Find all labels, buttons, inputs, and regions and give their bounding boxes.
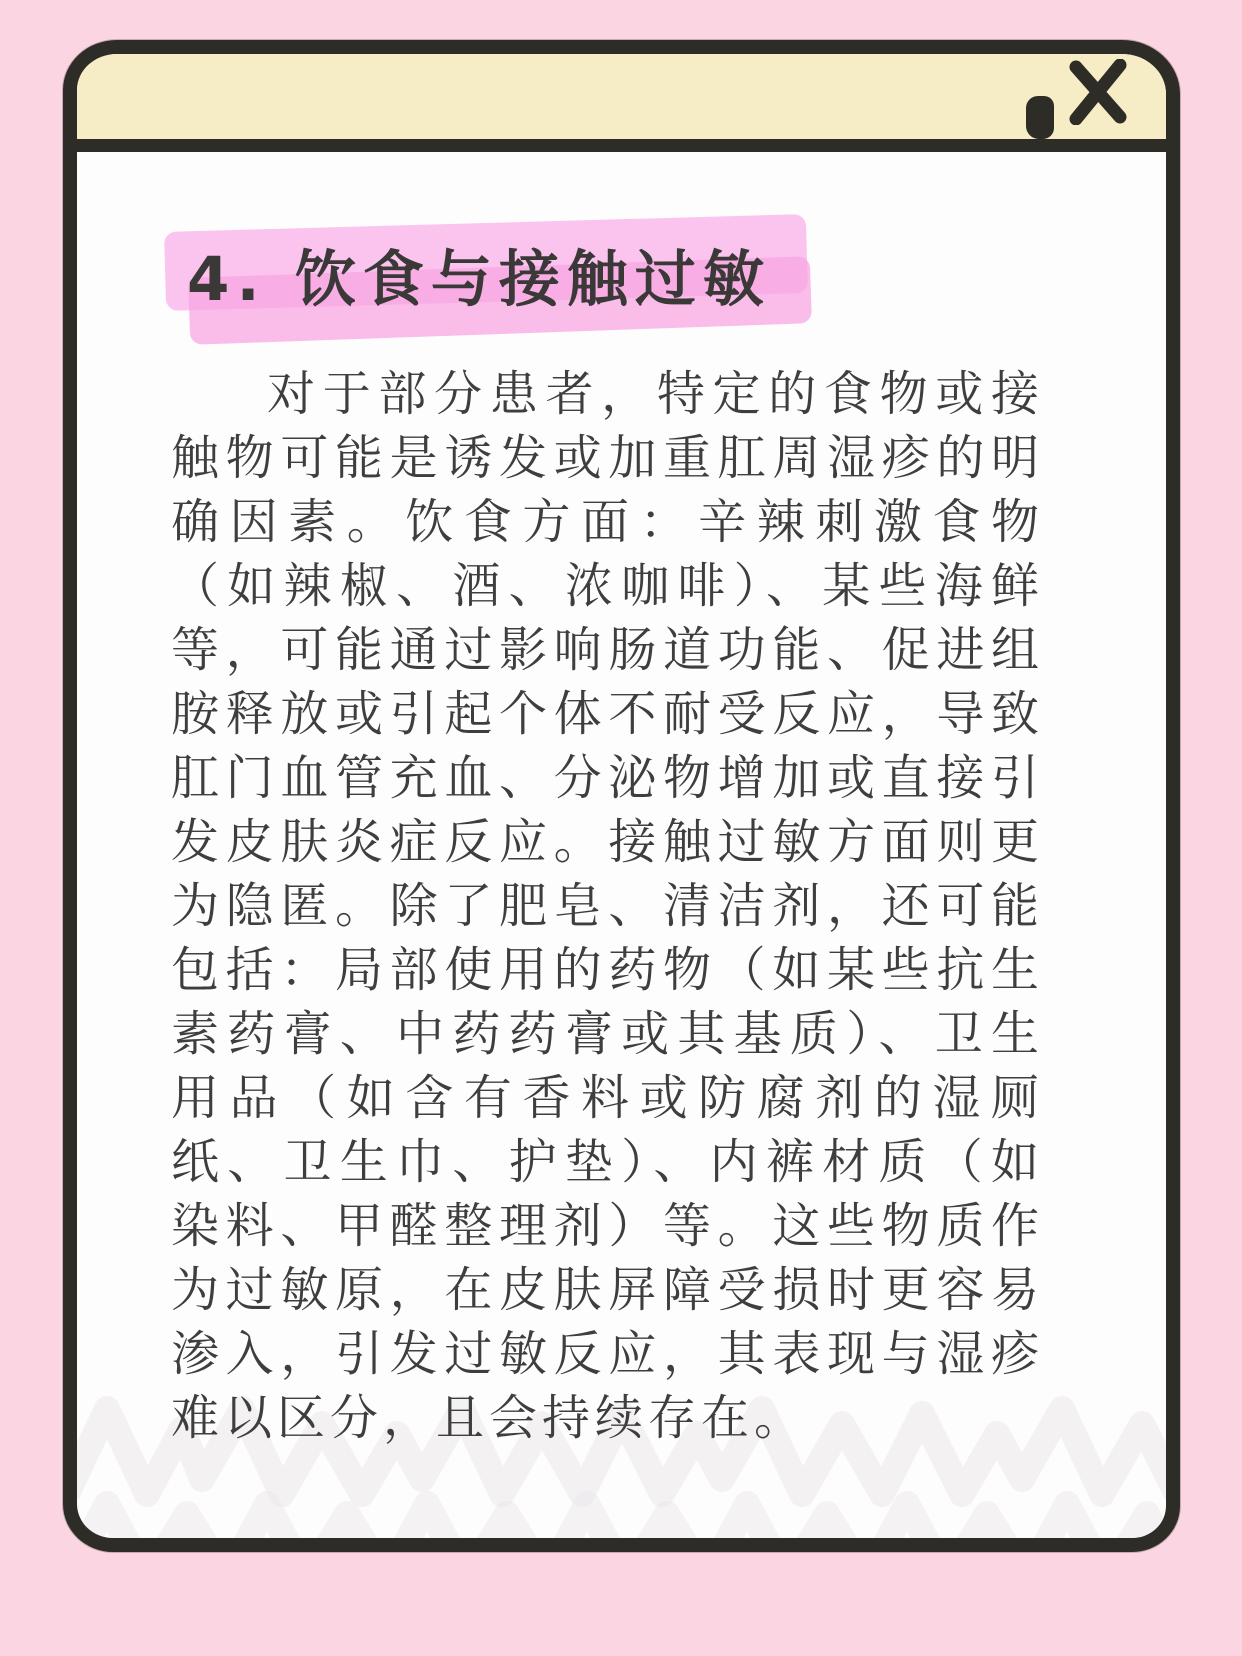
window-titlebar [77,54,1166,152]
section-heading: 4. 饮食与接触过敏 [187,244,771,315]
app-window [63,40,1180,1552]
section-heading-block [171,223,791,328]
close-button[interactable] [1068,59,1128,125]
article-paragraph: 对于部分患者，特定的食物或接触物可能是诱发或加重肛周湿疹的明确因素。饮食方面：辛辣刺激食物（如辣椒、酒、浓咖啡）、某些海鲜等，可能通过影响肠道功能、促进组胺释放或引起个体不耐受反应，导致肛门血管充血、分泌物增加或直接引发皮肤炎症反应。接触过敏方面则更为隐匿。除了肥皂、清洁剂，还可能包括：局部使用的药物（如某些抗生素药膏、中药药膏或其基质）、卫生用品（如含有香料或防腐剂的湿厕纸、卫生巾、护垫）、内裤材质（如染料、甲醛整理剂）等。这些物质作为过敏原，在皮肤屏障受损时更容易渗入，引发过敏反应，其表现与湿疹难以区分，且会持续存在。 [171,366,1044,1446]
close-icon [1068,59,1128,125]
window-controls [1012,59,1128,125]
maximize-button[interactable] [1026,110,1054,125]
maximize-icon [1026,96,1054,139]
window-content [77,165,1166,1538]
